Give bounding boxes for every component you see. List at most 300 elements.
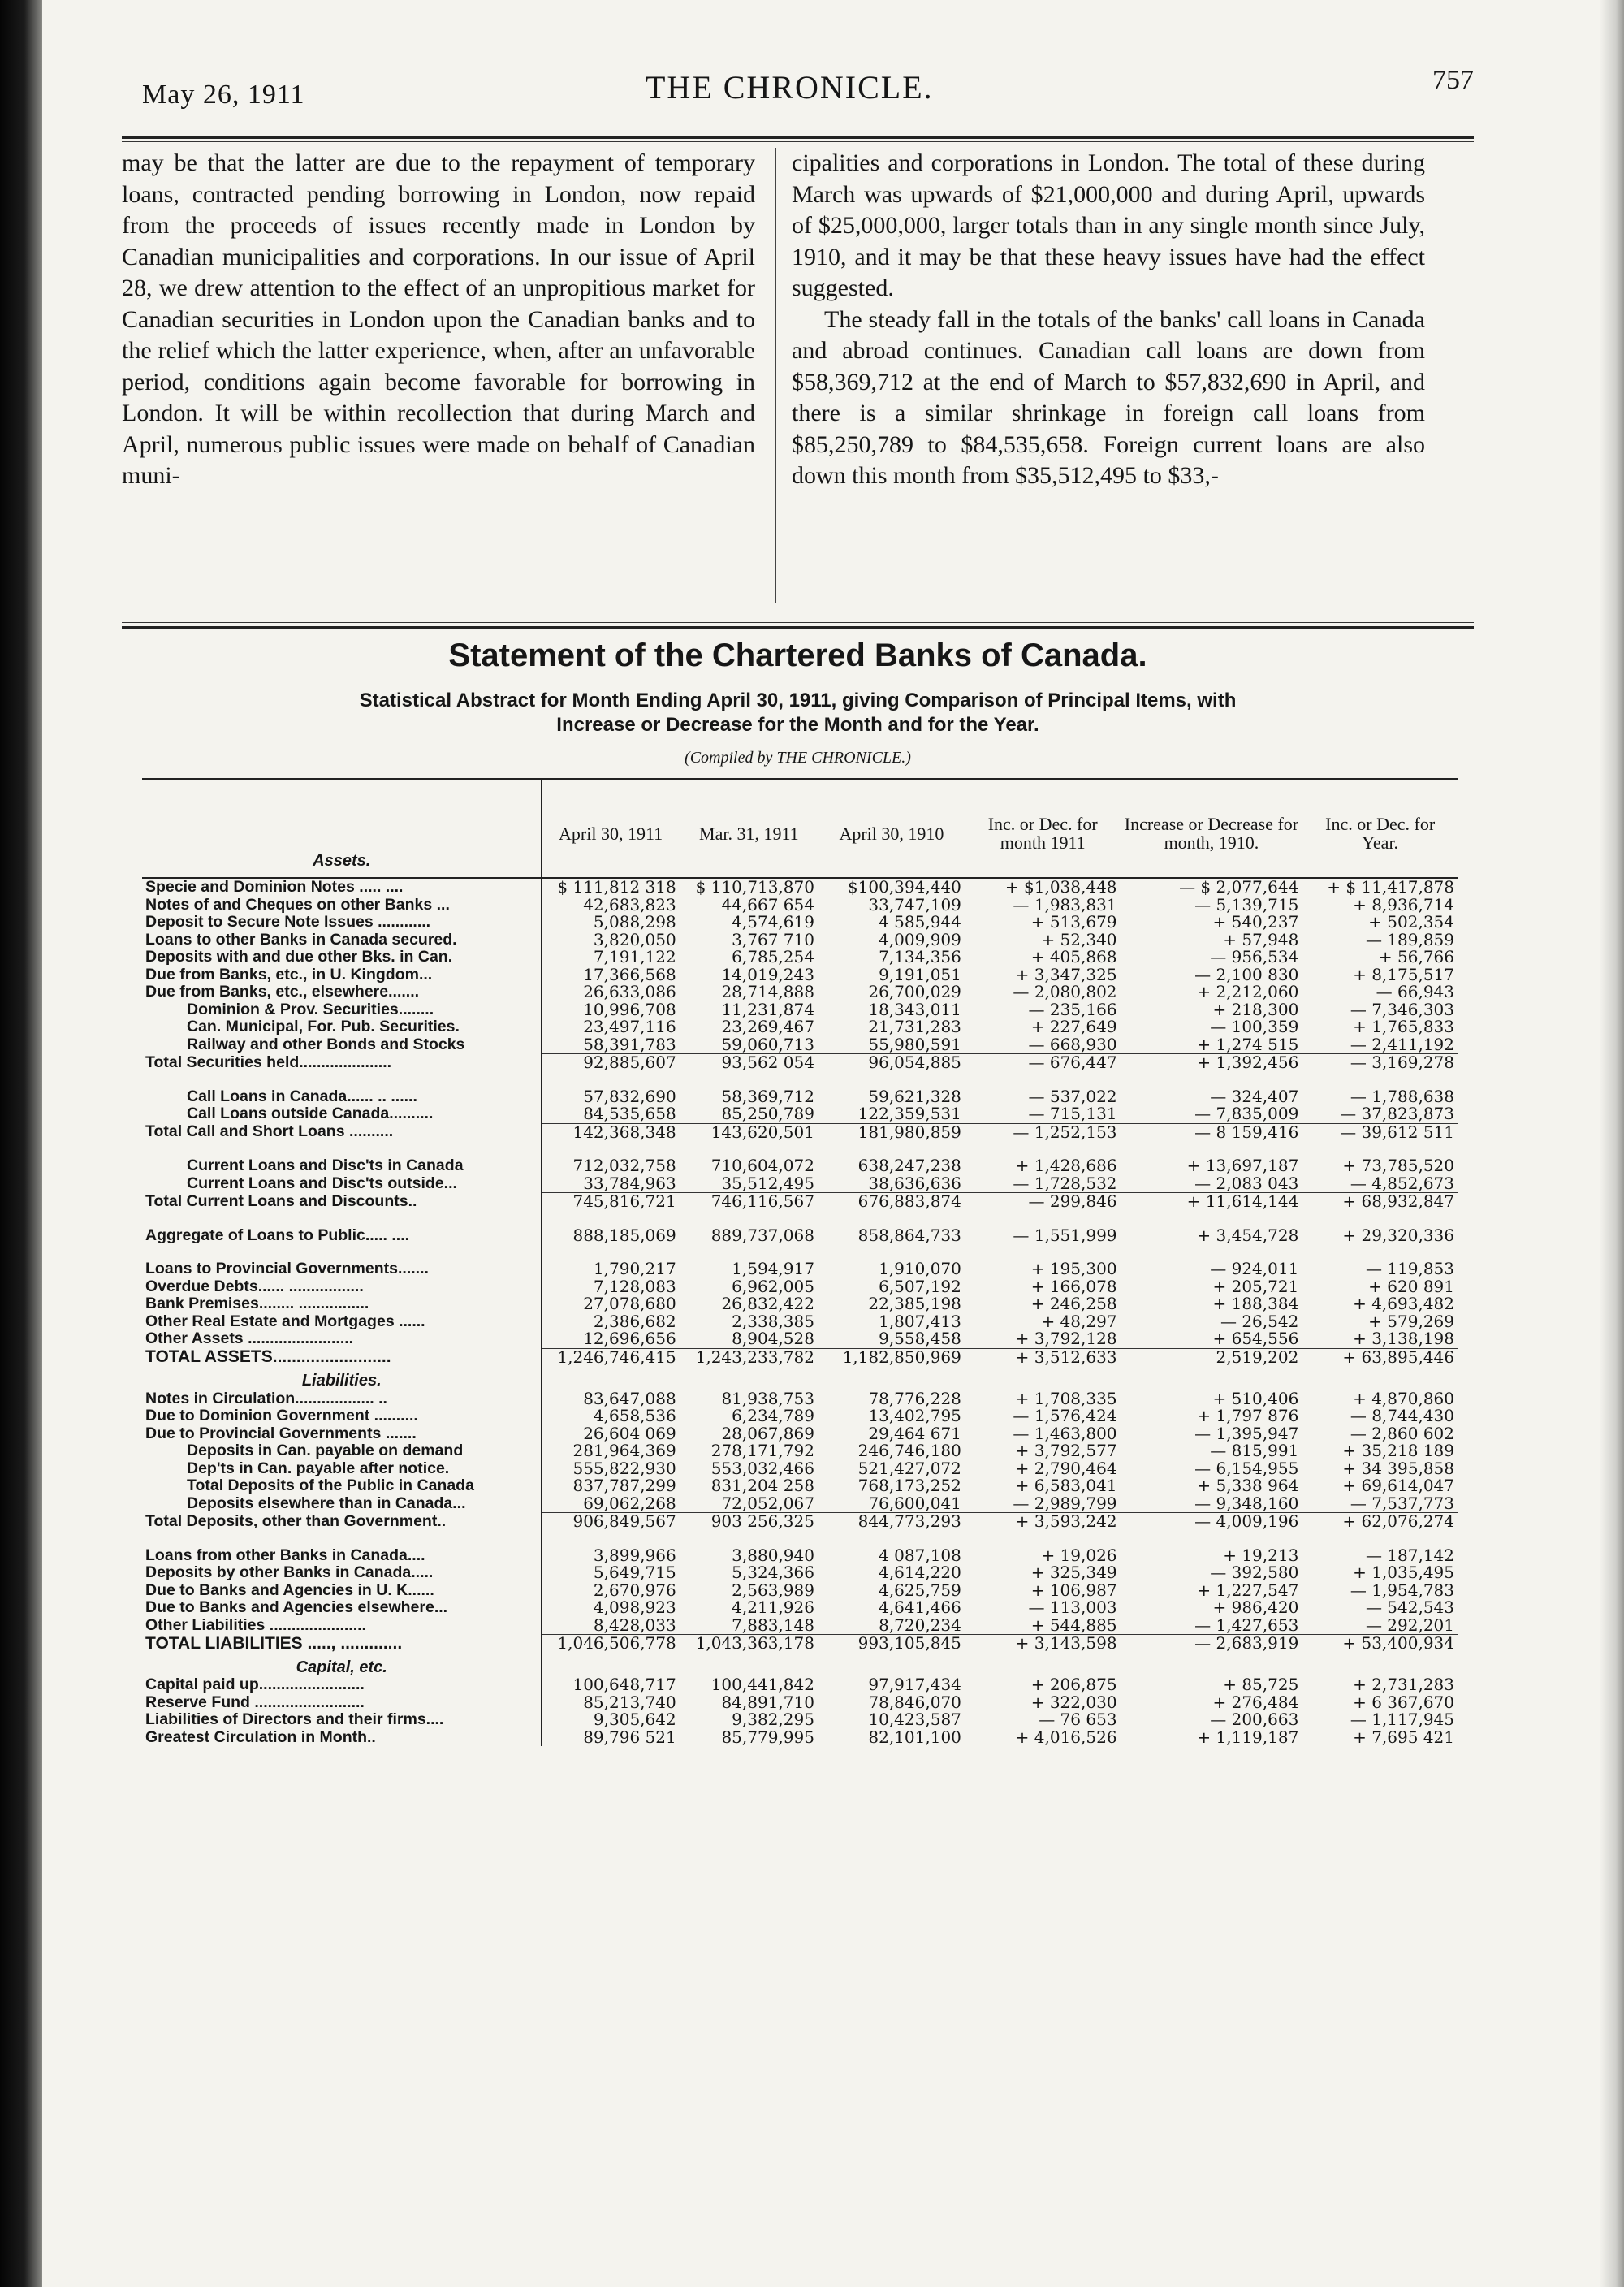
value-cell-c3: 33,747,109: [818, 897, 965, 914]
value-cell-c4: + 3,593,242: [965, 1513, 1121, 1531]
text-column-right: [792, 148, 1425, 492]
spacer-cell: [1302, 1141, 1458, 1157]
value-cell-c4: + 195,300: [965, 1260, 1121, 1278]
value-cell-c5: 2,519,202: [1121, 1348, 1302, 1366]
table-body: [142, 878, 1458, 1746]
section-heading-row: [142, 1366, 1458, 1390]
value-cell-c2: 44,667 654: [680, 897, 818, 914]
value-cell-c6: [1302, 1653, 1458, 1677]
row-label: Due to Provincial Governments .......: [145, 1424, 417, 1442]
spacer-cell: [680, 1531, 818, 1547]
value-cell-c5: + 540,237: [1121, 914, 1302, 932]
value-cell-c4: + 246,258: [965, 1295, 1121, 1313]
spacer-cell: [142, 1244, 542, 1260]
value-cell-c2: 9,382,295: [680, 1711, 818, 1729]
value-cell-c3: 4,009,909: [818, 932, 965, 949]
value-cell-c3: 6,507,192: [818, 1278, 965, 1296]
value-cell-c4: — 1,728,532: [965, 1175, 1121, 1193]
value-cell-c2: 14,019,243: [680, 966, 818, 984]
value-cell-c6: — 187,142: [1302, 1547, 1458, 1565]
value-cell-c4: — 2,989,799: [965, 1495, 1121, 1513]
value-cell-c5: — 4,009,196: [1121, 1513, 1302, 1531]
value-cell-c5: + 986,420: [1121, 1599, 1302, 1617]
value-cell-c5: + 1,274 515: [1121, 1036, 1302, 1054]
value-cell-c5: — 2,683,919: [1121, 1635, 1302, 1653]
row-label: Total Deposits, other than Government..: [145, 1511, 447, 1530]
value-cell-c1: [542, 1653, 680, 1677]
value-cell-c3: 76,600,041: [818, 1495, 965, 1513]
paragraph: may be that the latter are due to the repayment of temporary loans, contracted pending borrowing in London, now repaid from the proceeds of issues recently made in London by Canadian municipalities and corporations. In our issue of April 28, we drew attention to the effect of an unpropitious market for Canadian securities in London upon the Canadian banks and to the relief which the latter experience, when, after an unfavorable period, conditions again become favorable for borrowing in London. It will be within recollection that during March and April, numerous public issues were made on behalf of Canadian muni-: [122, 149, 755, 489]
value-cell-c2: 903 256,325: [680, 1513, 818, 1531]
section-heading-row: [142, 1653, 1458, 1677]
value-cell-c4: + 19,026: [965, 1547, 1121, 1565]
value-cell-c6: — 1,117,945: [1302, 1711, 1458, 1729]
row-label: Total Current Loans and Discounts..: [145, 1191, 417, 1210]
spacer-cell: [965, 1531, 1121, 1547]
row-label: Liabilities of Directors and their firms....: [145, 1710, 444, 1728]
table-row: [142, 932, 1458, 949]
value-cell-c4: + $1,038,448: [965, 878, 1121, 897]
value-cell-c1: $ 111,812 318: [542, 878, 680, 897]
value-cell-c3: 78,846,070: [818, 1694, 965, 1712]
column-header-month-1910: Increase or Decrease for month, 1910.: [1121, 779, 1302, 878]
value-cell-c4: — 76 653: [965, 1711, 1121, 1729]
value-cell-c6: — 37,823,873: [1302, 1105, 1458, 1123]
value-cell-c5: + 276,484: [1121, 1694, 1302, 1712]
value-cell-c5: — 2,100 830: [1121, 966, 1302, 984]
journal-title: THE CHRONICLE.: [646, 69, 934, 106]
value-cell-c2: 26,832,422: [680, 1295, 818, 1313]
value-cell-c5: — 7,835,009: [1121, 1105, 1302, 1123]
value-cell-c4: + 227,649: [965, 1018, 1121, 1036]
row-label: Loans to Provincial Governments.......: [145, 1260, 429, 1278]
value-cell-c3: 8,720,234: [818, 1617, 965, 1635]
row-label: Current Loans and Disc'ts in Canada: [187, 1156, 464, 1174]
value-cell-c2: 4,211,926: [680, 1599, 818, 1617]
value-cell-c3: 96,054,885: [818, 1054, 965, 1072]
table-row: [142, 1477, 1458, 1495]
value-cell-c3: 993,105,845: [818, 1635, 965, 1653]
table-row: [142, 1564, 1458, 1582]
value-cell-c6: — 2,411,192: [1302, 1036, 1458, 1054]
value-cell-c3: 38,636,636: [818, 1175, 965, 1193]
spacer-row: [142, 1141, 1458, 1157]
table-row: [142, 949, 1458, 966]
table-row: [142, 1635, 1458, 1653]
value-cell-c6: + 1,765,833: [1302, 1018, 1458, 1036]
value-cell-c5: + 11,614,144: [1121, 1193, 1302, 1211]
value-cell-c3: 521,427,072: [818, 1460, 965, 1478]
value-cell-c5: + 2,212,060: [1121, 984, 1302, 1001]
value-cell-c4: — 668,930: [965, 1036, 1121, 1054]
table-row: [142, 1495, 1458, 1513]
value-cell-c3: 29,464 671: [818, 1425, 965, 1443]
spacer-cell: [1121, 1244, 1302, 1260]
value-cell-c3: 4,641,466: [818, 1599, 965, 1617]
table-row: [142, 1711, 1458, 1729]
value-cell-c6: + 8,936,714: [1302, 897, 1458, 914]
book-spine: [0, 0, 42, 2287]
value-cell-c5: + 5,338 964: [1121, 1477, 1302, 1495]
value-cell-c1: 69,062,268: [542, 1495, 680, 1513]
table-row: [142, 1227, 1458, 1245]
spacer-cell: [965, 1244, 1121, 1260]
value-cell-c5: — 100,359: [1121, 1018, 1302, 1036]
value-cell-c3: 18,343,011: [818, 1001, 965, 1019]
value-cell-c4: + 6,583,041: [965, 1477, 1121, 1495]
table-row: [142, 1260, 1458, 1278]
column-header-apr-1911: April 30, 1911: [542, 779, 680, 878]
table-row: [142, 1547, 1458, 1565]
value-cell-c1: 2,670,976: [542, 1582, 680, 1600]
spacer-cell: [680, 1211, 818, 1227]
table-row: [142, 966, 1458, 984]
value-cell-c4: + 3,792,128: [965, 1330, 1121, 1348]
table-row: [142, 1513, 1458, 1531]
value-cell-c2: [680, 1653, 818, 1677]
value-cell-c6: + 63,895,446: [1302, 1348, 1458, 1366]
value-cell-c2: 553,032,466: [680, 1460, 818, 1478]
value-cell-c1: 10,996,708: [542, 1001, 680, 1019]
value-cell-c5: + 1,797 876: [1121, 1407, 1302, 1425]
value-cell-c1: 745,816,721: [542, 1193, 680, 1211]
spacer-cell: [1121, 1211, 1302, 1227]
value-cell-c1: 83,647,088: [542, 1390, 680, 1408]
value-cell-c1: 1,046,506,778: [542, 1635, 680, 1653]
value-cell-c3: 638,247,238: [818, 1157, 965, 1175]
spacer-cell: [1302, 1244, 1458, 1260]
value-cell-c3: 844,773,293: [818, 1513, 965, 1531]
value-cell-c5: + 19,213: [1121, 1547, 1302, 1565]
row-label: Overdue Debts...... .................: [145, 1277, 364, 1295]
spacer-row: [142, 1244, 1458, 1260]
value-cell-c2: 278,171,792: [680, 1442, 818, 1460]
value-cell-c5: — $ 2,077,644: [1121, 878, 1302, 897]
value-cell-c1: 837,787,299: [542, 1477, 680, 1495]
value-cell-c5: + 13,697,187: [1121, 1157, 1302, 1175]
value-cell-c6: — 542,543: [1302, 1599, 1458, 1617]
value-cell-c1: 906,849,567: [542, 1513, 680, 1531]
value-cell-c1: 4,658,536: [542, 1407, 680, 1425]
value-cell-c3: [818, 1653, 965, 1677]
value-cell-c5: + 205,721: [1121, 1278, 1302, 1296]
column-header-mar-1911: Mar. 31, 1911: [680, 779, 818, 878]
value-cell-c3: 13,402,795: [818, 1407, 965, 1425]
value-cell-c6: + 53,400,934: [1302, 1635, 1458, 1653]
row-label: Other Real Estate and Mortgages ......: [145, 1312, 425, 1330]
row-label: Dominion & Prov. Securities........: [187, 1000, 434, 1018]
value-cell-c1: 85,213,740: [542, 1694, 680, 1712]
spacer-cell: [142, 1072, 542, 1088]
value-cell-c3: 97,917,434: [818, 1676, 965, 1694]
value-cell-c3: 59,621,328: [818, 1088, 965, 1106]
value-cell-c6: + 6 367,670: [1302, 1694, 1458, 1712]
value-cell-c6: — 4,852,673: [1302, 1175, 1458, 1193]
spacer-cell: [818, 1141, 965, 1157]
value-cell-c5: — 6,154,955: [1121, 1460, 1302, 1478]
value-cell-c4: — 676,447: [965, 1054, 1121, 1072]
value-cell-c5: [1121, 1366, 1302, 1390]
section-rule: [122, 622, 1474, 623]
paragraph: cipalities and corporations in London. The total of these during March was upwards of $21,000,000 and during April, upwards of $25,000,000, larger totals than in any single month since July, 1910, and it may be that these heavy issues have had the effect suggested.: [792, 149, 1425, 301]
value-cell-c4: — 1,463,800: [965, 1425, 1121, 1443]
spacer-row: [142, 1072, 1458, 1088]
value-cell-c6: + 620 891: [1302, 1278, 1458, 1296]
row-label: Due to Dominion Government ..........: [145, 1407, 418, 1425]
spacer-cell: [818, 1072, 965, 1088]
value-cell-c3: 1,910,070: [818, 1260, 965, 1278]
value-cell-c1: 42,683,823: [542, 897, 680, 914]
spacer-cell: [142, 1211, 542, 1227]
value-cell-c5: — 5,139,715: [1121, 897, 1302, 914]
value-cell-c1: 12,696,656: [542, 1330, 680, 1348]
value-cell-c6: + 69,614,047: [1302, 1477, 1458, 1495]
value-cell-c3: 26,700,029: [818, 984, 965, 1001]
value-cell-c1: 9,305,642: [542, 1711, 680, 1729]
row-label: Other Liabilities ......................: [145, 1615, 366, 1634]
value-cell-c5: + 57,948: [1121, 932, 1302, 949]
value-cell-c6: — 7,346,303: [1302, 1001, 1458, 1019]
value-cell-c4: — 537,022: [965, 1088, 1121, 1106]
row-label: Dep'ts in Can. payable after notice.: [187, 1459, 450, 1477]
table-row: [142, 1330, 1458, 1348]
value-cell-c5: + 3,454,728: [1121, 1227, 1302, 1245]
value-cell-c2: 72,052,067: [680, 1495, 818, 1513]
table-row: [142, 1676, 1458, 1694]
value-cell-c4: + 325,349: [965, 1564, 1121, 1582]
value-cell-c6: — 2,860 602: [1302, 1425, 1458, 1443]
spacer-cell: [542, 1211, 680, 1227]
page-edge: [1600, 0, 1624, 2287]
column-divider: [775, 148, 776, 603]
table-row: [142, 1599, 1458, 1617]
value-cell-c5: + 510,406: [1121, 1390, 1302, 1408]
row-label: TOTAL ASSETS.........................: [145, 1347, 391, 1366]
spacer-cell: [142, 1531, 542, 1547]
value-cell-c5: + 85,725: [1121, 1676, 1302, 1694]
value-cell-c6: — 119,853: [1302, 1260, 1458, 1278]
statement-subtitle: [122, 689, 1474, 737]
value-cell-c3: 122,359,531: [818, 1105, 965, 1123]
spacer-cell: [542, 1072, 680, 1088]
value-cell-c2: 831,204 258: [680, 1477, 818, 1495]
spacer-cell: [680, 1244, 818, 1260]
value-cell-c4: — 715,131: [965, 1105, 1121, 1123]
value-cell-c3: $100,394,440: [818, 878, 965, 897]
value-cell-c1: 58,391,783: [542, 1036, 680, 1054]
value-cell-c4: — 1,983,831: [965, 897, 1121, 914]
value-cell-c5: + 1,227,547: [1121, 1582, 1302, 1600]
spacer-cell: [680, 1072, 818, 1088]
value-cell-c6: — 1,788,638: [1302, 1088, 1458, 1106]
value-cell-c3: 9,558,458: [818, 1330, 965, 1348]
row-label: Aggregate of Loans to Public..... ....: [145, 1226, 410, 1244]
value-cell-c1: 3,899,966: [542, 1547, 680, 1565]
table-header-row: [142, 779, 1458, 878]
row-label: Specie and Dominion Notes ..... ....: [145, 878, 404, 896]
value-cell-c2: 5,324,366: [680, 1564, 818, 1582]
row-label: TOTAL LIABILITIES ....., .............: [145, 1633, 403, 1653]
value-cell-c6: — 66,943: [1302, 984, 1458, 1001]
row-label: Railway and other Bonds and Stocks: [187, 1035, 465, 1053]
row-label: Notes in Circulation.................. ..: [145, 1389, 387, 1407]
spacer-cell: [542, 1141, 680, 1157]
value-cell-c6: + 4,693,482: [1302, 1295, 1458, 1313]
page-number: 757: [1432, 65, 1474, 95]
value-cell-c1: 888,185,069: [542, 1227, 680, 1245]
value-cell-c1: 17,366,568: [542, 966, 680, 984]
table-row: [142, 1001, 1458, 1019]
value-cell-c2: 1,594,917: [680, 1260, 818, 1278]
row-label: Reserve Fund .........................: [145, 1693, 365, 1711]
row-label: Other Assets ........................: [145, 1329, 354, 1347]
value-cell-c2: 2,563,989: [680, 1582, 818, 1600]
value-cell-c5: + 654,556: [1121, 1330, 1302, 1348]
table-row: [142, 897, 1458, 914]
row-label: Notes of and Cheques on other Banks ...: [145, 895, 450, 914]
value-cell-c1: 8,428,033: [542, 1617, 680, 1635]
value-cell-c4: — 299,846: [965, 1193, 1121, 1211]
value-cell-c2: 143,620,501: [680, 1123, 818, 1141]
value-cell-c1: 2,386,682: [542, 1313, 680, 1331]
value-cell-c1: 3,820,050: [542, 932, 680, 949]
value-cell-c6: + $ 11,417,878: [1302, 878, 1458, 897]
value-cell-c2: 59,060,713: [680, 1036, 818, 1054]
table-row: [142, 1157, 1458, 1175]
value-cell-c4: + 2,790,464: [965, 1460, 1121, 1478]
table-row: [142, 1278, 1458, 1296]
value-cell-c6: + 8,175,517: [1302, 966, 1458, 984]
table-row: [142, 1088, 1458, 1106]
value-cell-c4: — 1,551,999: [965, 1227, 1121, 1245]
value-cell-c4: + 52,340: [965, 932, 1121, 949]
value-cell-c2: 85,250,789: [680, 1105, 818, 1123]
section-rule-thick: [122, 626, 1474, 629]
value-cell-c2: 6,962,005: [680, 1278, 818, 1296]
value-cell-c3: 181,980,859: [818, 1123, 965, 1141]
value-cell-c3: 78,776,228: [818, 1390, 965, 1408]
value-cell-c3: [818, 1366, 965, 1390]
table-row: [142, 1105, 1458, 1123]
table-row: [142, 1054, 1458, 1072]
row-label: Deposits with and due other Bks. in Can.: [145, 948, 453, 966]
spacer-cell: [1121, 1531, 1302, 1547]
row-label: Deposits elsewhere than in Canada...: [187, 1494, 466, 1512]
spacer-cell: [965, 1141, 1121, 1157]
section-heading: Liabilities.: [301, 1372, 382, 1390]
row-label: Call Loans in Canada...... .. ......: [187, 1087, 417, 1105]
value-cell-c6: + 35,218 189: [1302, 1442, 1458, 1460]
value-cell-c4: + 4,016,526: [965, 1729, 1121, 1747]
row-label: Due to Banks and Agencies elsewhere...: [145, 1598, 448, 1616]
value-cell-c6: + 29,320,336: [1302, 1227, 1458, 1245]
value-cell-c4: + 206,875: [965, 1676, 1121, 1694]
value-cell-c4: + 3,143,598: [965, 1635, 1121, 1653]
spacer-cell: [680, 1141, 818, 1157]
value-cell-c5: — 1,427,653: [1121, 1617, 1302, 1635]
value-cell-c3: 7,134,356: [818, 949, 965, 966]
value-cell-c5: — 324,407: [1121, 1088, 1302, 1106]
table-row: [142, 1018, 1458, 1036]
value-cell-c1: 89,796 521: [542, 1729, 680, 1747]
value-cell-c2: 3,767 710: [680, 932, 818, 949]
value-cell-c5: — 392,580: [1121, 1564, 1302, 1582]
row-label: Call Loans outside Canada..........: [187, 1105, 434, 1122]
text-column-left: [122, 148, 755, 492]
value-cell-c6: + 62,076,274: [1302, 1513, 1458, 1531]
value-cell-c6: + 73,785,520: [1302, 1157, 1458, 1175]
value-cell-c3: 22,385,198: [818, 1295, 965, 1313]
value-cell-c2: 28,714,888: [680, 984, 818, 1001]
value-cell-c1: 712,032,758: [542, 1157, 680, 1175]
table-row: [142, 1193, 1458, 1211]
statement-title: Statement of the Chartered Banks of Canada.: [448, 638, 1147, 673]
value-cell-c3: 10,423,587: [818, 1711, 965, 1729]
value-cell-c3: 82,101,100: [818, 1729, 965, 1747]
value-cell-c2: 1,043,363,178: [680, 1635, 818, 1653]
value-cell-c2: 710,604,072: [680, 1157, 818, 1175]
value-cell-c4: — 2,080,802: [965, 984, 1121, 1001]
value-cell-c6: [1302, 1366, 1458, 1390]
value-cell-c3: 4 585,944: [818, 914, 965, 932]
table-row: [142, 1460, 1458, 1478]
issue-date: May 26, 1911: [142, 80, 305, 110]
value-cell-c2: 84,891,710: [680, 1694, 818, 1712]
row-label: Greatest Circulation in Month..: [145, 1727, 376, 1746]
value-cell-c5: + 1,119,187: [1121, 1729, 1302, 1747]
value-cell-c1: 23,497,116: [542, 1018, 680, 1036]
table-row: [142, 914, 1458, 932]
spacer-row: [142, 1531, 1458, 1547]
value-cell-c5: + 218,300: [1121, 1001, 1302, 1019]
value-cell-c1: 555,822,930: [542, 1460, 680, 1478]
spacer-cell: [818, 1244, 965, 1260]
value-cell-c3: 21,731,283: [818, 1018, 965, 1036]
table-row: [142, 1348, 1458, 1366]
value-cell-c4: — 1,576,424: [965, 1407, 1121, 1425]
value-cell-c5: + 1,392,456: [1121, 1054, 1302, 1072]
value-cell-c4: + 48,297: [965, 1313, 1121, 1331]
value-cell-c4: + 3,792,577: [965, 1442, 1121, 1460]
value-cell-c2: $ 110,713,870: [680, 878, 818, 897]
table-row: [142, 1617, 1458, 1635]
value-cell-c2: 85,779,995: [680, 1729, 818, 1747]
value-cell-c4: — 113,003: [965, 1599, 1121, 1617]
row-label: Due from Banks, etc., in U. Kingdom...: [145, 965, 433, 984]
table-row: [142, 1175, 1458, 1193]
value-cell-c6: + 579,269: [1302, 1313, 1458, 1331]
spacer-cell: [542, 1244, 680, 1260]
value-cell-c5: [1121, 1653, 1302, 1677]
value-cell-c1: 281,964,369: [542, 1442, 680, 1460]
value-cell-c6: — 189,859: [1302, 932, 1458, 949]
row-label: Total Call and Short Loans ..........: [145, 1122, 394, 1140]
value-cell-c1: 26,633,086: [542, 984, 680, 1001]
row-label: Total Securities held.....................: [145, 1053, 392, 1071]
value-cell-c4: [965, 1653, 1121, 1677]
value-cell-c4: [965, 1366, 1121, 1390]
compiled-note: (Compiled by THE CHRONICLE.): [685, 749, 911, 767]
value-cell-c4: + 3,512,633: [965, 1348, 1121, 1366]
value-cell-c6: + 1,035,495: [1302, 1564, 1458, 1582]
value-cell-c2: 23,269,467: [680, 1018, 818, 1036]
value-cell-c3: 768,173,252: [818, 1477, 965, 1495]
value-cell-c2: 6,785,254: [680, 949, 818, 966]
value-cell-c2: 7,883,148: [680, 1617, 818, 1635]
row-label: Deposits by other Banks in Canada.....: [145, 1563, 434, 1581]
column-header-year: Inc. or Dec. for Year.: [1302, 779, 1458, 878]
value-cell-c1: 1,790,217: [542, 1260, 680, 1278]
